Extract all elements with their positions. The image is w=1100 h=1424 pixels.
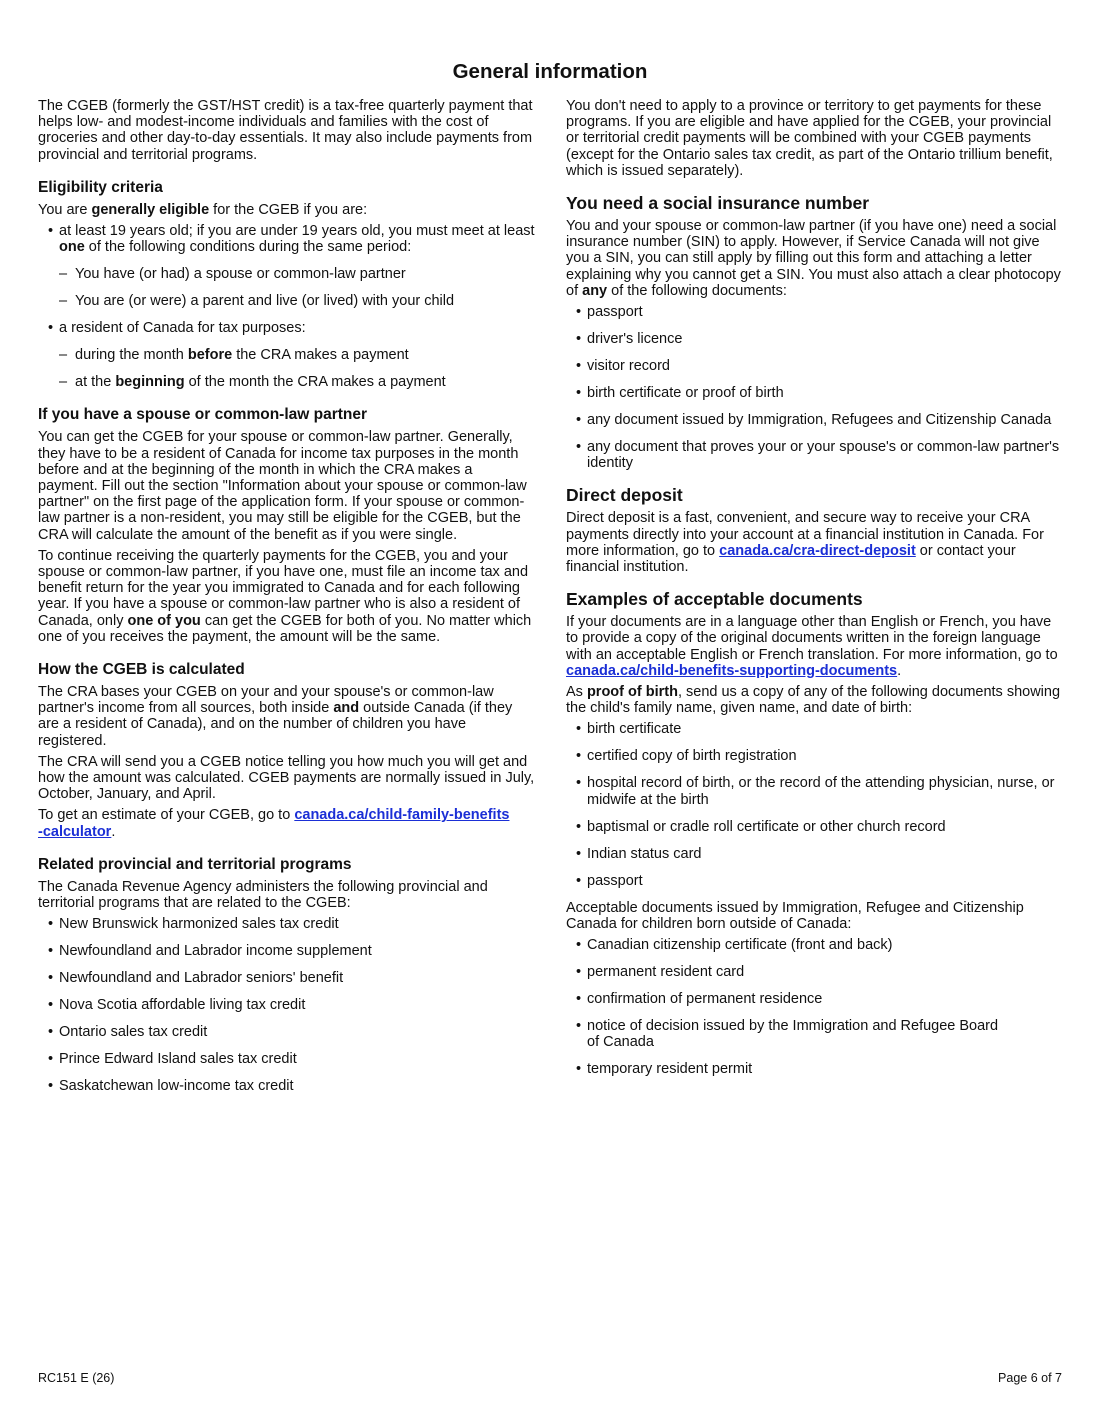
paragraph [566,614,1064,679]
sub-list-item [38,347,536,363]
list-item [566,412,1064,428]
section-heading-eligibility-criteria: Eligibility criteria [38,178,163,196]
text-run: Canadian citizenship certificate (front and back) [587,937,893,954]
bold-text: and [333,700,360,717]
list-item [566,1018,1064,1050]
paragraph [38,684,536,749]
paragraph [566,98,1064,179]
bold-text: one of you [127,612,201,629]
text-run: visitor record [587,358,670,375]
text-run: You are (or were) a parent and live (or lived) with your child [75,293,455,310]
list-item [38,1024,536,1040]
text-run: , send us a copy of any of the following documents showing the child's family name, given name, and date of birth: [566,684,1061,717]
paragraph [38,202,536,218]
text-run: . [897,662,902,679]
paragraph [38,98,536,163]
page-title: General information [452,60,648,83]
text-run: a resident of Canada for tax purposes: [59,320,306,337]
text-run: can get the CGEB for both of you. No matter which one of you receives the payment, the amount will be the same. [38,612,532,645]
text-run: of the following conditions during the same period: [84,239,412,256]
text-run: confirmation of permanent residence [587,991,823,1008]
text-run: passport [587,304,643,321]
text-run: notice of decision issued by the Immigration and Refugee Board of Canada [587,1018,999,1051]
text-run: the CRA makes a payment [232,347,409,364]
text-run: To get an estimate of your CGEB, go to [38,807,295,824]
list-item [566,358,1064,374]
text-run: As [566,684,587,701]
list-item [566,873,1064,889]
bold-text: generally eligible [91,201,210,218]
text-run: outside Canada (if they are a resident of Canada), and on the number of children you have registered. [38,700,513,749]
list-item [566,385,1064,401]
bold-text: one [59,239,85,256]
section-heading-if-you-have-a-spouse-or-common-law-partner: If you have a spouse or common-law partner [38,406,368,424]
paragraph [38,548,536,645]
text-run: Newfoundland and Labrador seniors' benefit [59,970,344,987]
bullet-list [566,304,1064,471]
sub-list-item [38,266,536,282]
section-heading-how-the-cgeb-is-calculated: How the CGEB is calculated [38,661,245,679]
text-run: permanent resident card [587,964,745,981]
paragraph [566,218,1064,299]
section-heading-related-provincial-and-territorial-programs: Related provincial and territorial programs [38,855,352,873]
bold-text: any [582,282,608,299]
text-run: To continue receiving the quarterly payments for the CGEB, you and your spouse or common-law partner, if you have one, must file an income tax and benefit return for the year you immigrated to Canada and for each following year. If you have a spouse or common-law partner who is also a resident of Canada, only [38,547,529,629]
text-run: at the [75,374,116,391]
sub-list-item [38,293,536,309]
text-run: Prince Edward Island sales tax credit [59,1051,297,1068]
list-item [566,748,1064,764]
text-run: of the month the CRA makes a payment [184,374,446,391]
text-run: You have (or had) a spouse or common-law partner [75,266,406,283]
list-item [566,964,1064,980]
bold-text: before [187,347,233,364]
bullet-list [566,721,1064,888]
list-item [38,1051,536,1067]
text-run: Indian status card [587,845,702,862]
bold-text: proof of birth [586,684,678,701]
text-run: The CRA will send you a CGEB notice telling you how much you will get and how the amount was calculated. CGEB payments are normally issued in July, October, January, and April. [38,753,535,803]
text-run: any document that proves your or your spouse's or common-law partner's identity [587,439,1060,472]
paragraph [566,510,1064,575]
text-run: Newfoundland and Labrador income supplement [59,943,372,960]
text-run: at least 19 years old; if you are under 19 years old, you must meet at least [59,223,535,240]
list-item [38,223,536,255]
text-run: Ontario sales tax credit [59,1024,208,1041]
text-run: New Brunswick harmonized sales tax credit [59,916,339,933]
text-run: any document issued by Immigration, Refugees and Citizenship Canada [587,412,1052,429]
section-heading-examples-of-acceptable-documents: Examples of acceptable documents [566,589,863,610]
paragraph [566,900,1064,932]
text-run: Nova Scotia affordable living tax credit [59,997,306,1014]
text-run: You are [38,201,92,218]
bold-text: beginning [115,374,185,391]
list-item [38,1078,536,1094]
section-heading-direct-deposit: Direct deposit [566,485,683,506]
paragraph [566,684,1064,716]
text-run: Saskatchewan low-income tax credit [59,1078,294,1095]
text-run: The CGEB (formerly the GST/HST credit) is a tax-free quarterly payment that helps low- and modest-income individuals and families with the cost of groceries and other day-to-day essentials. It may also include payments from provincial and territorial programs. [38,98,533,163]
sub-list-item [38,374,536,390]
text-run: driver's licence [587,331,683,348]
text-run: You don't need to apply to a province or territory to get payments for these programs. If you are eligible and have applied for the CGEB, your provincial or territorial credit payments will be combined with your CGEB payments (except for the Ontario sales tax credit, as part of the Ontario trillium benefit, which is issued separately). [566,98,1053,179]
list-item [566,991,1064,1007]
text-run: Direct deposit is a fast, convenient, and secure way to receive your CRA payments directly into your account at a financial institution in Canada. For more information, go to [566,510,1044,559]
paragraph [38,754,536,803]
link-canada-ca-child-benefits-supporting-documents[interactable]: canada.ca/child-benefits-supporting-documents [566,662,898,679]
paragraph [38,807,536,839]
link-canada-ca-cra-direct-deposit[interactable]: canada.ca/cra-direct-deposit [719,542,916,559]
list-item [566,1061,1064,1077]
section-heading-you-need-a-social-insurance-number: You need a social insurance number [566,193,870,214]
left-column [38,98,536,1105]
link-canada-ca-child-family-benefits-calculator[interactable]: canada.ca/child-family-benefits -calculator [38,807,510,840]
paragraph [38,429,536,542]
list-item [566,439,1064,471]
text-run: baptismal or cradle roll certificate or other church record [587,818,946,835]
text-run: of the following documents: [607,282,787,299]
text-run: The CRA bases your CGEB on your and your spouse's or common-law partner's income from all sources, both inside [38,684,494,717]
list-item [38,320,536,336]
text-run: temporary resident permit [587,1061,753,1078]
list-item [566,721,1064,737]
text-run: during the month [75,347,188,364]
text-run: The Canada Revenue Agency administers the following provincial and territorial programs that are related to the CGEB: [38,878,488,912]
list-item [38,970,536,986]
list-item [38,997,536,1013]
list-item [566,304,1064,320]
text-run: birth certificate or proof of birth [587,385,784,402]
list-item [38,943,536,959]
text-run: hospital record of birth, or the record of the attending physician, nurse, or midwife at the birth [587,775,1055,808]
list-item [38,916,536,932]
text-run: or contact your financial institution. [566,542,1016,576]
text-run: Acceptable documents issued by Immigration, Refugee and Citizenship Canada for children born outside of Canada: [566,899,1024,932]
text-run: certified copy of birth registration [587,748,797,765]
form-number: RC151 E (26) [38,1371,115,1385]
list-item [566,775,1064,807]
list-item [566,846,1064,862]
text-run: If your documents are in a language other than English or French, you have to provide a copy of the original documents written in the foreign language with an acceptable English or French translation. For more information, go to [566,614,1058,663]
bullet-list [38,223,536,390]
right-column [566,98,1064,1088]
text-run: birth certificate [587,721,682,738]
bullet-list [38,916,536,1094]
page-number: Page 6 of 7 [998,1371,1062,1385]
text-run: . [111,823,116,840]
list-item [566,937,1064,953]
text-run: You can get the CGEB for your spouse or common-law partner. Generally, they have to be a resident of Canada for income tax purposes in the month before and at the beginning of the month in which the CRA makes a payment. Fill out the section "Information about your spouse or common-law partner" on the first page of the application form. If your spouse or common-law partner is a non-resident, you may still be eligible for the CGEB, but the CRA will calculate the amount of the benefit as if you were single. [38,429,527,543]
bullet-list [566,937,1064,1077]
list-item [566,819,1064,835]
text-run: for the CGEB if you are: [209,201,368,218]
text-run: You and your spouse or common-law partner (if you have one) need a social insurance number (SIN) to apply. However, if Service Canada will not give you a SIN, you can still apply by filling out this form and attaching a letter explaining why you cannot get a SIN. You must also attach a clear photocopy of [566,218,1061,299]
list-item [566,331,1064,347]
paragraph [38,879,536,911]
text-run: passport [587,872,643,889]
